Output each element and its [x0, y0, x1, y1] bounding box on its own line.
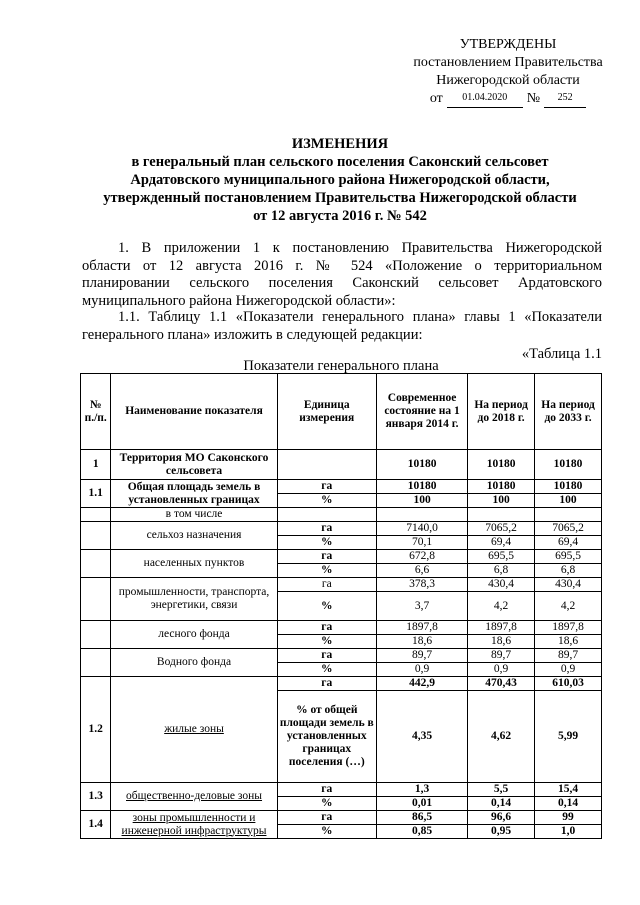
table-row: 1.3 общественно-деловые зоны га 1,3 5,5 15,4 — [81, 783, 602, 797]
indicators-table — [80, 373, 602, 839]
table-row: промышленности, транспорта, энергетики, связи га 378,3 430,4 430,4 — [81, 578, 602, 592]
table-row: лесного фонда га 1897,8 1897,8 1897,8 — [81, 621, 602, 635]
table-caption: Показатели генерального плана — [243, 358, 439, 374]
col-2033-header: На период до 2033 г. — [535, 374, 602, 450]
paragraph-2: 1.1. Таблицу 1.1 «Показатели генерального плана» главы 1 «Показатели генерального плана» изложить в следующей редакции: — [82, 309, 602, 343]
table-row: Водного фонда га 89,7 89,7 89,7 — [81, 649, 602, 663]
table-row: 1 Территория МО Саконского сельсовета 10180 10180 10180 — [81, 450, 602, 480]
table-row: % 0,01 0,14 0,14 — [81, 797, 602, 811]
table-row: сельхоз назначения га 7140,0 7065,2 7065,2 — [81, 522, 602, 536]
col-current-header: Современное состояние на 1 января 2014 г. — [376, 374, 467, 450]
table-row: 1.1 Общая площадь земель в установленных границах га 10180 10180 10180 — [81, 480, 602, 494]
table-tag: «Таблица 1.1 — [521, 346, 602, 362]
table-header-row — [81, 374, 602, 450]
document-title: ИЗМЕНЕНИЯ в генеральный план сельского поселения Саконский сельсовет Ардатовского муниципального района Нижегородской области, утвержденный постановлением Правительства Нижегородской области от 12 августа 2016 г. № 542 — [103, 136, 577, 224]
table-row: % 70,1 69,4 69,4 — [81, 536, 602, 550]
approval-number: 252 — [544, 90, 586, 108]
table-row: 1.2 жилые зоны га 442,9 470,43 610,03 — [81, 677, 602, 691]
col-name-header: Наименование показателя — [111, 374, 277, 450]
approval-stamp — [392, 36, 624, 108]
approved-region: Нижегородской области — [436, 73, 580, 88]
table-row: % 6,6 6,8 6,8 — [81, 564, 602, 578]
approval-date: 01.04.2020 — [447, 90, 523, 108]
table-row: % от общей площади земель в установленных границах поселения (…) 4,35 4,62 5,99 — [81, 691, 602, 783]
table-row: % 0,85 0,95 1,0 — [81, 825, 602, 839]
approved-by: постановлением Правительства — [413, 55, 603, 70]
table-row: % 18,6 18,6 18,6 — [81, 635, 602, 649]
approved-heading: УТВЕРЖДЕНЫ — [459, 37, 557, 52]
col-num-header: № п./п. — [81, 374, 111, 450]
table-row: населенных пунктов га 672,8 695,5 695,5 — [81, 550, 602, 564]
paragraph-1: 1. В приложении 1 к постановлению Правительства Нижегородской области от 12 августа 2016 г. № 524 «Положение о территориальном планировании сельского поселения Саконский сельсовет Ардатовского муниципального района Нижегородской области»: — [82, 240, 602, 309]
col-unit-header: Единица измерения — [277, 374, 376, 450]
table-row: % 100 100 100 — [81, 494, 602, 508]
table-row: 1.4 зоны промышленности и инженерной инфраструктуры га 86,5 96,6 99 — [81, 811, 602, 825]
table-row: % 0,9 0,9 0,9 — [81, 663, 602, 677]
col-2018-header: На период до 2018 г. — [468, 374, 535, 450]
table-row: в том числе — [81, 508, 602, 522]
approval-date-line: от 01.04.2020 № 252 — [392, 90, 624, 108]
table-row: % 3,7 4,2 4,2 — [81, 592, 602, 621]
